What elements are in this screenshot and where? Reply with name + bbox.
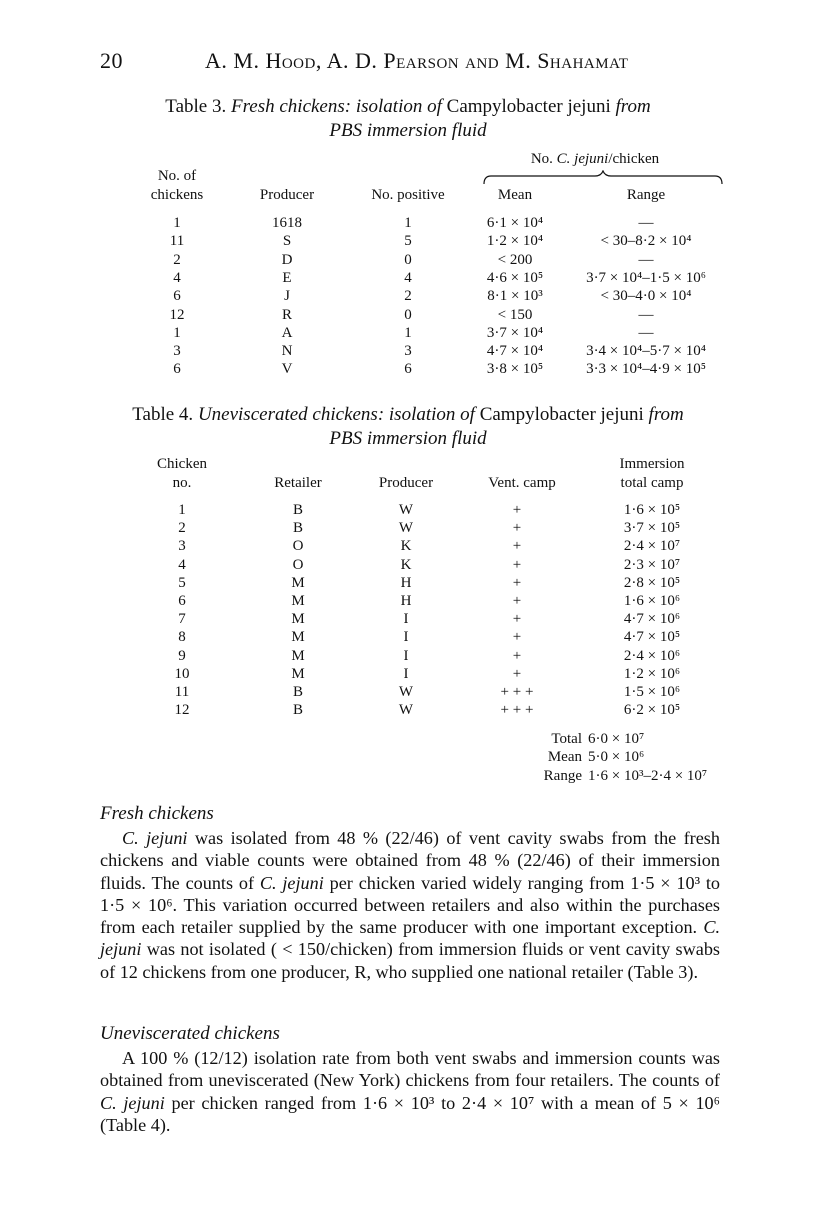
table4-cell-retailer: M (291, 574, 305, 591)
table3-cell-range: — (638, 306, 654, 323)
table4-cell-retailer: M (291, 665, 305, 682)
table4-header-chicken-1: Chicken (157, 456, 207, 472)
table3-cell-positive: 0 (404, 306, 412, 323)
table4-cell-no: 1 (178, 502, 186, 518)
table3-cell-mean: 1·2 × 10⁴ (486, 233, 544, 250)
table4-label: Table 4. (132, 404, 194, 425)
table4-cell-producer: W (398, 684, 414, 700)
table3-cell-positive: 5 (404, 233, 412, 250)
table4-cell-retailer: M (291, 647, 305, 664)
table4-cell-immersion: 2·3 × 10⁷ (623, 556, 681, 573)
table3-header-chickens-1: No. of (157, 168, 197, 184)
table3-cell-chickens: 4 (173, 269, 181, 286)
table4-cell-no: 8 (178, 629, 186, 646)
table4-cell-retailer: B (292, 702, 304, 719)
table3-cell-range: 3·4 × 10⁴–5·7 × 10⁴ (586, 343, 706, 360)
table3-cell-positive: 2 (404, 288, 412, 305)
fresh-chickens-heading: Fresh chickens (100, 803, 214, 824)
table4-cell-immersion: 2·8 × 10⁵ (623, 574, 681, 591)
table3-cell-chickens: 2 (173, 251, 181, 268)
table4-cell-immersion: 3·7 × 10⁵ (623, 520, 681, 537)
table3-cell-producer: A (281, 324, 293, 341)
table3-caption-line2: PBS immersion fluid (329, 120, 487, 141)
table3-cell-producer: R (281, 306, 293, 323)
table3-cell-producer: V (281, 361, 293, 378)
table4-organism: Campylobacter jejuni (479, 404, 644, 425)
table4-cell-vent: + + + (500, 684, 534, 700)
table4-cell-immersion: 1·6 × 10⁶ (623, 593, 681, 609)
table4-cell-producer: K (400, 538, 412, 555)
table4-summary-label: Range (543, 767, 582, 784)
table3-header-positive: No. positive (371, 187, 445, 203)
table4-cell-producer: W (398, 520, 414, 537)
table3-cell-range: — (638, 251, 654, 268)
table4-header-immersion-2: total camp (620, 475, 684, 491)
table4-cell-immersion: 2·4 × 10⁶ (623, 647, 681, 664)
table4-cell-immersion: 1·6 × 10⁵ (623, 502, 681, 518)
table3-cell-mean: 6·1 × 10⁴ (486, 215, 544, 231)
table4-cell-immersion: 6·2 × 10⁵ (623, 702, 681, 719)
uneviscerated-paragraph: A 100 % (12/12) isolation rate from both vent swabs and immersion counts was obtained from uneviscerated (New York) chickens from four retailers. The counts of C. jejuni per chicken ranged from 1·6 × 10³ to 2·4 × 10⁷ with a mean of 5 × 10⁶ (Table 4). (100, 1048, 720, 1135)
table3-cell-chickens: 3 (173, 343, 181, 360)
table4-cell-no: 2 (178, 520, 186, 537)
table3-cell-producer: N (281, 343, 293, 360)
table4-caption-line2: PBS immersion fluid (329, 428, 487, 449)
table4-cell-producer: I (403, 611, 409, 628)
table4-cell-vent: + (512, 574, 522, 591)
table3-cell-mean: < 150 (497, 306, 533, 323)
table3-cell-chickens: 6 (173, 361, 181, 378)
table3-cell-positive: 6 (404, 361, 412, 378)
table3-cell-mean: 8·1 × 10³ (487, 288, 543, 305)
table4-cell-vent: + (512, 520, 522, 537)
table3-cell-range: 3·3 × 10⁴–4·9 × 10⁵ (586, 361, 706, 378)
table3-cell-range: < 30–8·2 × 10⁴ (600, 233, 692, 250)
table4-cell-immersion: 4·7 × 10⁵ (623, 629, 681, 646)
table4-caption-italic: Uneviscerated chickens: isolation of (197, 404, 475, 425)
table4-cell-immersion: 2·4 × 10⁷ (623, 538, 681, 555)
table4-header-chicken-2: no. (172, 475, 192, 491)
table3-cell-chickens: 1 (173, 324, 181, 341)
table4-cell-producer: H (400, 593, 412, 609)
table3-label: Table 3. (165, 96, 227, 117)
table3-cell-range: — (638, 324, 654, 341)
table4-cell-producer: I (403, 647, 409, 664)
table3-cell-range: < 30–4·0 × 10⁴ (600, 288, 692, 305)
fresh-chickens-paragraph: C. jejuni was isolated from 48 % (22/46) of vent cavity swabs from the fresh chickens and viable counts were obtained from 48 % (22/46) of their immersion fluids. The counts of C. jejuni per chicken varied widely ranging from 1·5 × 10³ to 1·5 × 10⁶. This variation occurred between retailers and also within the purchases from each retailer supplied by the same producer with one important exception. C. jejuni was not isolated ( < 150/chicken) from immersion fluids or vent cavity swabs of 12 chickens from one producer, R, who supplied one national retailer (Table 3). (100, 828, 720, 982)
table3-cell-positive: 1 (404, 324, 412, 341)
table4-summary-label: Total (551, 731, 582, 747)
table3-cell-chickens: 6 (173, 288, 181, 305)
table3-cell-mean: 3·7 × 10⁴ (486, 324, 544, 341)
table3-cell-chickens: 11 (169, 233, 185, 250)
table3-cell-mean: < 200 (497, 251, 533, 268)
table4-cell-immersion: 1·5 × 10⁶ (623, 684, 681, 700)
table4-cell-retailer: M (291, 629, 305, 646)
table4-cell-retailer: B (292, 502, 304, 518)
table3-cell-producer: E (282, 269, 292, 286)
table4-summary-value: 5·0 × 10⁶ (588, 749, 645, 766)
page-number: 20 (100, 48, 123, 73)
table4-summary-value: 1·6 × 10³–2·4 × 10⁷ (588, 767, 708, 784)
table3-cell-positive: 3 (404, 343, 412, 360)
table3-cell-mean: 4·7 × 10⁴ (486, 343, 544, 360)
table4-cell-producer: W (398, 502, 414, 518)
table3-cell-chickens: 12 (169, 306, 185, 323)
table4-cell-retailer: O (292, 556, 304, 573)
table3-cell-producer: D (281, 251, 293, 268)
table3-organism: Campylobacter jejuni (446, 96, 611, 117)
table4-cell-vent: + (512, 665, 522, 682)
table3-caption-from: from (615, 96, 651, 117)
table4-cell-retailer: M (291, 611, 305, 628)
table4-cell-no: 11 (174, 684, 190, 700)
table4-cell-vent: + (512, 538, 522, 555)
table4-cell-no: 12 (174, 702, 190, 719)
table4-header-retailer: Retailer (274, 475, 322, 491)
table3-header-chickens-2: chickens (150, 187, 204, 203)
table3-cell-positive: 1 (404, 215, 412, 231)
table4-summary-label: Mean (547, 749, 582, 766)
table4-summary-value: 6·0 × 10⁷ (588, 731, 645, 747)
table3-cell-producer: 1618 (272, 215, 302, 231)
table4-cell-vent: + (512, 629, 522, 646)
author-line: A. M. Hood, A. D. Pearson and M. Shahamat (205, 48, 629, 73)
table4-cell-vent: + (512, 556, 522, 573)
table3-header-range: Range (626, 187, 666, 203)
table4-cell-retailer: B (292, 684, 304, 700)
table3-cell-positive: 4 (404, 269, 412, 286)
table3-cell-chickens: 1 (173, 215, 181, 231)
table4-cell-vent: + + + (500, 702, 534, 719)
table4-header-producer: Producer (378, 475, 434, 491)
table4-cell-producer: W (398, 702, 414, 719)
table4-cell-no: 3 (178, 538, 186, 555)
table4-cell-immersion: 1·2 × 10⁶ (623, 665, 681, 682)
table3-cell-range: — (638, 215, 654, 231)
table3-cell-producer: J (284, 288, 290, 305)
table3-header-mean: Mean (497, 187, 533, 203)
table4-cell-vent: + (512, 593, 522, 609)
table3-cell-mean: 3·8 × 10⁵ (486, 361, 544, 378)
table3-cell-mean: 4·6 × 10⁵ (486, 269, 544, 286)
table4-header-immersion-1: Immersion (619, 456, 685, 472)
table3-cell-producer: S (282, 233, 292, 250)
table3-group-header: No. C. jejuni/chicken (530, 151, 660, 167)
uneviscerated-heading: Uneviscerated chickens (100, 1023, 280, 1044)
table4-cell-retailer: M (291, 593, 305, 609)
table3-cell-range: 3·7 × 10⁴–1·5 × 10⁶ (586, 269, 706, 286)
table4-caption-from: from (648, 404, 684, 425)
table4-cell-producer: I (403, 665, 409, 682)
table4-cell-producer: H (400, 574, 412, 591)
table4-cell-producer: K (400, 556, 412, 573)
table4-cell-no: 10 (174, 665, 190, 682)
table4-cell-producer: I (403, 629, 409, 646)
table3-cell-positive: 0 (404, 251, 412, 268)
table3-header-producer: Producer (259, 187, 315, 203)
table4-cell-retailer: O (292, 538, 304, 555)
table3-caption-italic: Fresh chickens: isolation of (230, 96, 442, 117)
table4-cell-retailer: B (292, 520, 304, 537)
table4-cell-vent: + (512, 647, 522, 664)
table4-cell-no: 6 (178, 593, 186, 609)
table4-cell-no: 5 (178, 574, 186, 591)
table4-cell-vent: + (512, 611, 522, 628)
table4-cell-immersion: 4·7 × 10⁶ (623, 611, 681, 628)
table4-cell-no: 9 (178, 647, 186, 664)
table4-cell-vent: + (512, 502, 522, 518)
table4-cell-no: 4 (178, 556, 186, 573)
table4-header-vent: Vent. camp (488, 475, 556, 491)
table4-cell-no: 7 (178, 611, 186, 628)
